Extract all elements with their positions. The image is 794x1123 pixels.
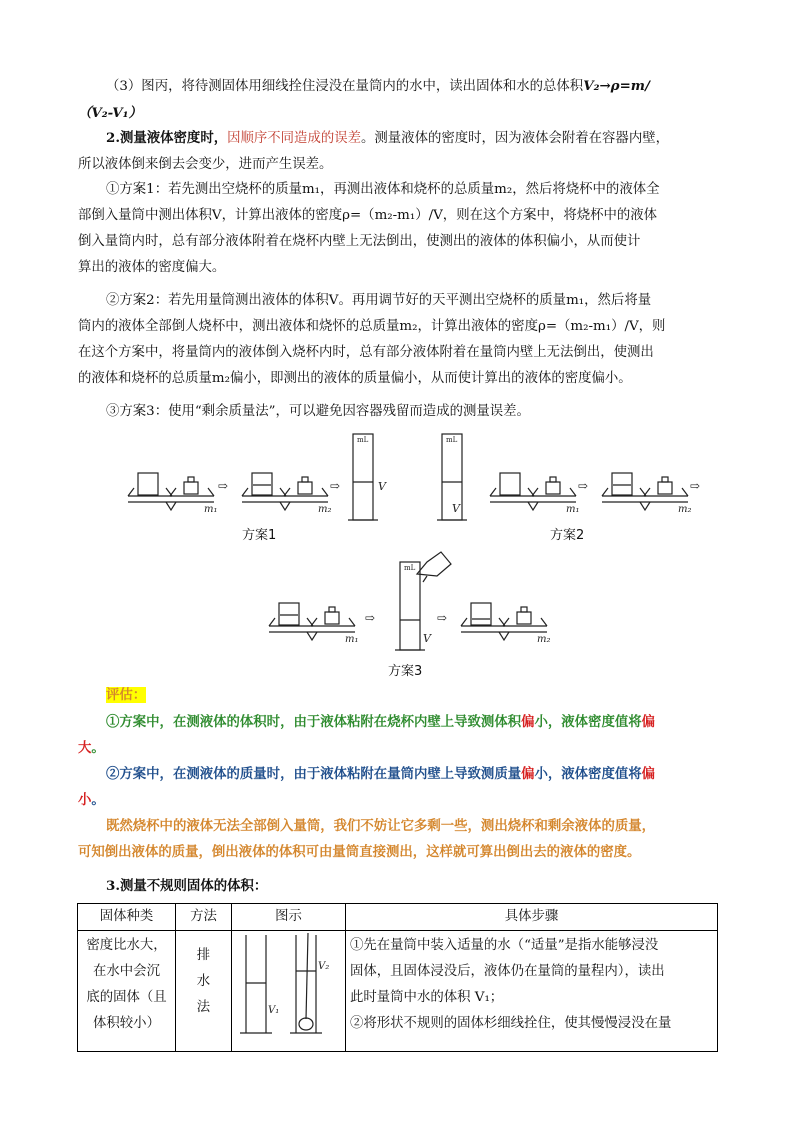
plan-2-line: 筒内的液体全部倒人烧杯中，测出液体和烧怀的总质量m₂，计算出液体的密度ρ=（m₂-m₁）/V，则 [78, 319, 666, 334]
eval-green: 。 [91, 740, 105, 756]
plan-1 [78, 177, 718, 281]
cell-text: 体积较小） [93, 1016, 160, 1031]
section-3 [78, 873, 718, 899]
cell-text: 密度比水大， [86, 938, 167, 953]
label-m2: m₂ [537, 634, 551, 645]
plans-1-2-figure [120, 430, 710, 542]
plan-3-line: ③方案3：使用“剩余质量法”，可以避免因容器残留而造成的测量误差。 [106, 404, 530, 419]
balance-full-beaker-3 [269, 603, 355, 640]
plan-1-line: 部倒入量筒中测出体积V，计算出液体的密度ρ=（m₂-m₁）/V，则在这个方案中，将烧杯中的液体 [78, 208, 658, 223]
section-3-heading: 3.测量不规则固体的体积： [106, 878, 268, 894]
arrow-icon: ⇨ [437, 611, 448, 625]
caption-plan-1: 方案1 [242, 528, 277, 543]
table-header: 图示 [232, 904, 346, 931]
step-text: ①先在量筒中装入适量的水（“适量”是指水能够浸没 [350, 938, 659, 953]
cell-text: 水 [196, 974, 211, 989]
arrow-icon: ⇨ [330, 479, 341, 493]
steps-cell [346, 931, 718, 1052]
label-m2: m₂ [318, 504, 332, 515]
label-ml: mL [446, 436, 458, 444]
label-v: V [452, 502, 460, 515]
caption-plan-3: 方案3 [388, 664, 423, 679]
illustration-cell [232, 931, 346, 1052]
evaluation-item-1: ①方案中，在测液体的体积时，由于液体粘附在烧杯内壁上导致测体积 [106, 714, 522, 730]
para-3 [78, 73, 718, 127]
balance-empty-beaker-2 [490, 473, 576, 510]
section-2-highlight: 因顺序不同造成的误差 [227, 131, 362, 146]
step-text: 固体，且固体浸没后，液体仍在量筒的量程内），读出 [350, 964, 665, 979]
evaluation-summary: 可知倒出液体的质量，倒出液体的体积可由量筒直接测出，这样就可算出倒出去的液体的密度。 [78, 844, 641, 860]
evaluation-item-2: ②方案中，在测液体的质量时，由于液体粘附在量筒内壁上导致测质量 [106, 766, 522, 782]
cell-text: 底的固体（且 [86, 990, 167, 1005]
eval-red: 大 [78, 740, 92, 756]
evaluation-label: 评估： [106, 687, 147, 703]
table-header: 固体种类 [78, 904, 176, 931]
balance-remaining-beaker [461, 603, 547, 640]
balance-full-beaker [242, 473, 328, 510]
label-m1: m₁ [345, 634, 359, 645]
cell-text: 排 [196, 948, 211, 963]
section-2-text: 。测量液体的密度时，因为液体会附着在容器内壁， [361, 131, 669, 146]
plan-2-line: ②方案2：若先用量筒测出液体的体积V。再用调节好的天平测出空烧杯的质量m₁，然后将量 [106, 293, 652, 308]
caption-plan-2: 方案2 [550, 528, 585, 543]
cell-text: 法 [196, 1000, 211, 1015]
step-text: 此时量筒中水的体积 V₁； [350, 990, 504, 1005]
label-v2: V₂ [318, 961, 330, 972]
label-ml: mL [404, 564, 416, 572]
arrow-icon: ⇨ [690, 479, 701, 493]
label-v: V [423, 632, 431, 645]
eval-red: 偏 [521, 766, 535, 782]
section-2-text-2: 所以液体倒来倒去会变少，进而产生误差。 [78, 157, 333, 172]
arrow-icon: ⇨ [578, 479, 589, 493]
table-row [78, 931, 718, 1052]
plan-2-line: 的液体和烧杯的总质量m₂偏小，即测出的液体的质量偏小，从而使计算出的液体的密度偏小。 [78, 371, 632, 386]
eval-red: 小 [78, 792, 92, 808]
plan-2 [78, 288, 718, 392]
table-header: 具体步骤 [346, 904, 718, 931]
plan-1-line: ①方案1：若先测出空烧杯的质量m₁，再测出液体和烧杯的总质量m₂，然后将烧杯中的液体全 [106, 182, 660, 197]
balance-full-beaker-2 [602, 473, 688, 510]
method-cell [176, 931, 232, 1052]
evaluation-summary: 既然烧杯中的液体无法全部倒入量筒，我们不妨让它多剩一些，测出烧杯和剩余液体的质量， [106, 818, 656, 834]
density-formula: V₂→ρ=m/ [583, 78, 650, 94]
eval-green: 小，液体密度值将 [534, 714, 642, 730]
label-m1: m₁ [204, 504, 218, 515]
balance-empty-beaker [128, 473, 214, 510]
displacement-figure [232, 931, 346, 1041]
evaluation [78, 682, 718, 865]
eval-red: 偏 [641, 714, 656, 730]
arrow-icon: ⇨ [365, 611, 376, 625]
solid-volume-table [77, 903, 718, 1052]
label-v1: V₁ [268, 1005, 280, 1016]
cylinder-plan-1 [348, 434, 378, 520]
table-header: 方法 [176, 904, 232, 931]
step-text: ②将形状不规则的固体杉细线拴住，使其慢慢浸没在量 [350, 1016, 672, 1031]
plan-2-line: 在这个方案中，将量筒内的液体倒入烧杯内时，总有部分液体附着在量筒内壁上无法倒出，使测出 [78, 345, 654, 360]
plan-3 [78, 399, 718, 425]
label-m2: m₂ [678, 504, 692, 515]
table-header-row [78, 904, 718, 931]
arrow-icon: ⇨ [218, 479, 229, 493]
density-formula-cont: （V₂-V₁） [78, 105, 142, 121]
eval-blue: 小，液体密度值将 [534, 766, 642, 782]
eval-blue: 。 [91, 792, 105, 808]
section-2-heading: 2.测量液体密度时， [106, 130, 228, 146]
label-m1: m₁ [566, 504, 580, 515]
eval-red: 偏 [641, 766, 656, 782]
solid-type-cell [78, 931, 176, 1052]
section-2 [78, 125, 718, 178]
label-v: V [378, 480, 386, 493]
eval-red: 偏 [521, 714, 535, 730]
label-ml: mL [357, 436, 369, 444]
plan-3-figure [265, 550, 565, 660]
plan-1-line: 算出的液体的密度偏大。 [78, 260, 226, 275]
para-3-text: （3）图丙，将待测固体用细线拴住浸没在量筒内的水中，读出固体和水的总体积 [106, 79, 584, 94]
cell-text: 在水中会沉 [93, 964, 160, 979]
plan-1-line: 倒入量筒内时，总有部分液体附着在烧杯内壁上无法倒出，使测出的液体的体积偏小，从而使计 [78, 234, 641, 249]
